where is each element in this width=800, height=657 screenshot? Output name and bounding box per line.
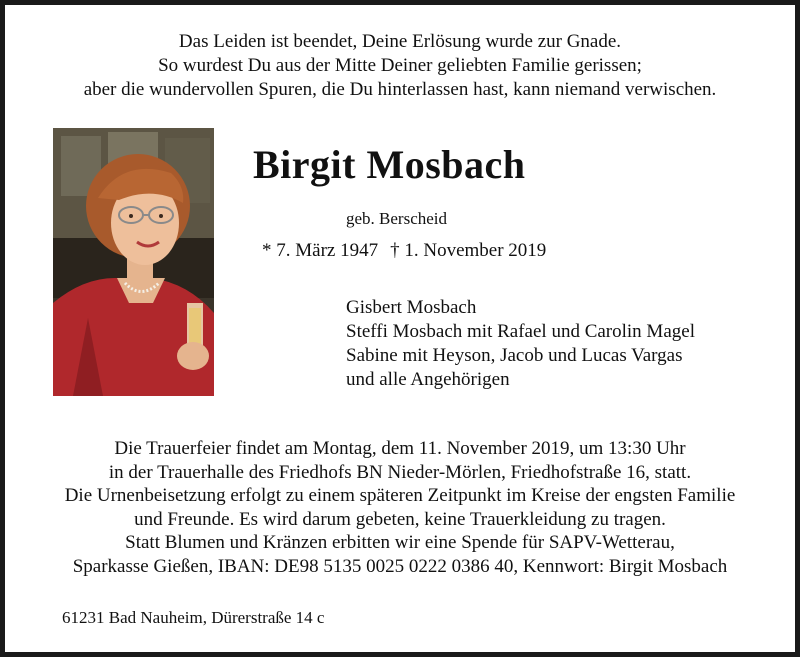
info-line: Statt Blumen und Kränzen erbitten wir eine Spende für SAPV-Wetterau, — [125, 532, 675, 554]
info-line: in der Trauerhalle des Friedhofs BN Nieder-Mörlen, Friedhofstraße 16, statt. — [108, 461, 692, 483]
family-address: 61231 Bad Nauheim, Dürerstraße 14 c — [62, 608, 325, 627]
portrait-photo — [53, 128, 214, 396]
info-line: Sparkasse Gießen, IBAN: DE98 5135 0025 0222 0386 40, Kennwort: Birgit Mosbach — [72, 555, 728, 577]
verse-line: aber die wundervollen Spuren, die Du hinterlassen hast, kann niemand verwischen. — [83, 79, 717, 100]
mourners-list — [346, 296, 695, 392]
memorial-verse — [0, 30, 800, 102]
mourner-line: Sabine mit Heyson, Jacob und Lucas Vargas — [346, 345, 683, 366]
info-line: Die Trauerfeier findet am Montag, dem 11. November 2019, um 13:30 Uhr — [114, 438, 686, 459]
deceased-name: Birgit Mosbach — [253, 142, 526, 187]
birth-date: * 7. März 1947 — [262, 240, 379, 261]
mourner-line: Gisbert Mosbach — [346, 297, 477, 318]
mourner-line: und alle Angehörigen — [346, 369, 510, 390]
mourner-line: Steffi Mosbach mit Rafael und Carolin Magel — [346, 321, 695, 342]
info-line: Die Urnenbeisetzung erfolgt zu einem späteren Zeitpunkt im Kreise der engsten Familie — [64, 485, 736, 507]
death-date: † 1. November 2019 — [390, 240, 547, 261]
maiden-name: geb. Berscheid — [346, 209, 448, 228]
verse-line: Das Leiden ist beendet, Deine Erlösung wurde zur Gnade. — [178, 31, 622, 52]
verse-line: So wurdest Du aus der Mitte Deiner geliebten Familie gerissen; — [158, 55, 642, 76]
life-dates — [262, 240, 546, 262]
info-line: und Freunde. Es wird darum gebeten, keine Trauerkleidung zu tragen. — [134, 508, 666, 530]
funeral-info — [0, 437, 800, 579]
